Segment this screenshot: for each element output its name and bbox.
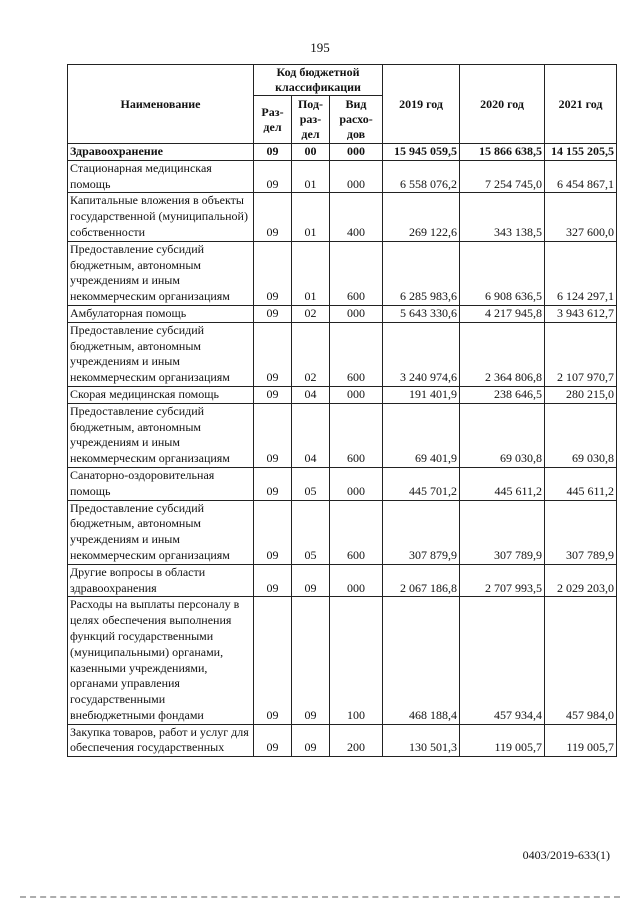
cell-name: Предоставление субсидий бюджетным, автономным учреждениям и иным некоммерческим организациям [68, 500, 254, 564]
cell-podrazdel: 04 [292, 403, 330, 467]
cell-vid-rashodov: 000 [330, 386, 383, 403]
cell-name: Капитальные вложения в объекты государственной (муниципальной) собственности [68, 193, 254, 241]
cell-razdel: 09 [254, 160, 292, 193]
cell-vid-rashodov: 000 [330, 160, 383, 193]
table-body [68, 144, 617, 757]
cell-2021: 3 943 612,7 [545, 305, 617, 322]
cell-name: Стационарная медицинская помощь [68, 160, 254, 193]
page-number: 195 [310, 40, 330, 55]
cell-vid-rashodov: 600 [330, 322, 383, 386]
cell-vid-rashodov: 200 [330, 724, 383, 757]
table-row [68, 597, 617, 724]
table-row [68, 322, 617, 386]
table-row [68, 144, 617, 161]
cell-2020: 2 707 993,5 [460, 564, 545, 597]
cell-2019: 130 501,3 [383, 724, 460, 757]
cell-2020: 457 934,4 [460, 597, 545, 724]
cell-2020: 7 254 745,0 [460, 160, 545, 193]
cell-name: Здравоохранение [68, 144, 254, 161]
cell-razdel: 09 [254, 597, 292, 724]
cell-podrazdel: 09 [292, 597, 330, 724]
table-row [68, 386, 617, 403]
cell-razdel: 09 [254, 241, 292, 305]
cell-2021: 2 107 970,7 [545, 322, 617, 386]
cell-name: Предоставление субсидий бюджетным, автономным учреждениям и иным некоммерческим организациям [68, 322, 254, 386]
cell-2020: 15 866 638,5 [460, 144, 545, 161]
cell-razdel: 09 [254, 403, 292, 467]
cell-podrazdel: 09 [292, 724, 330, 757]
cell-podrazdel: 02 [292, 305, 330, 322]
cell-name: Предоставление субсидий бюджетным, автономным учреждениям и иным некоммерческим организациям [68, 241, 254, 305]
table-row [68, 241, 617, 305]
cell-2021: 457 984,0 [545, 597, 617, 724]
scan-edge-artifact [20, 896, 620, 902]
cell-2019: 2 067 186,8 [383, 564, 460, 597]
cell-2021: 119 005,7 [545, 724, 617, 757]
header-podrazdel: Под- раз- дел [292, 96, 330, 144]
cell-2020: 343 138,5 [460, 193, 545, 241]
cell-podrazdel: 00 [292, 144, 330, 161]
cell-name: Расходы на выплаты персоналу в целях обеспечения выполнения функций государственными (муниципальными) органами, казенными учреждениями, органами управления государственными внебюджетными фондами [68, 597, 254, 724]
cell-2021: 280 215,0 [545, 386, 617, 403]
cell-podrazdel: 04 [292, 386, 330, 403]
cell-podrazdel: 02 [292, 322, 330, 386]
cell-podrazdel: 09 [292, 564, 330, 597]
cell-2021: 6 124 297,1 [545, 241, 617, 305]
table-row [68, 403, 617, 467]
cell-2020: 119 005,7 [460, 724, 545, 757]
cell-2019: 15 945 059,5 [383, 144, 460, 161]
cell-vid-rashodov: 000 [330, 467, 383, 500]
cell-2020: 445 611,2 [460, 467, 545, 500]
cell-2020: 6 908 636,5 [460, 241, 545, 305]
cell-2019: 307 879,9 [383, 500, 460, 564]
cell-2019: 191 401,9 [383, 386, 460, 403]
cell-podrazdel: 05 [292, 500, 330, 564]
cell-2019: 3 240 974,6 [383, 322, 460, 386]
cell-2020: 69 030,8 [460, 403, 545, 467]
header-razdel: Раз- дел [254, 96, 292, 144]
cell-vid-rashodov: 600 [330, 403, 383, 467]
cell-podrazdel: 05 [292, 467, 330, 500]
cell-2021: 307 789,9 [545, 500, 617, 564]
table-row [68, 193, 617, 241]
cell-2021: 14 155 205,5 [545, 144, 617, 161]
cell-2019: 69 401,9 [383, 403, 460, 467]
cell-2021: 327 600,0 [545, 193, 617, 241]
cell-2021: 445 611,2 [545, 467, 617, 500]
cell-razdel: 09 [254, 467, 292, 500]
header-year-2020: 2020 год [460, 65, 545, 144]
cell-2020: 4 217 945,8 [460, 305, 545, 322]
cell-razdel: 09 [254, 144, 292, 161]
cell-vid-rashodov: 600 [330, 241, 383, 305]
cell-razdel: 09 [254, 724, 292, 757]
header-name: Наименование [68, 65, 254, 144]
cell-2019: 468 188,4 [383, 597, 460, 724]
cell-vid-rashodov: 400 [330, 193, 383, 241]
cell-2021: 2 029 203,0 [545, 564, 617, 597]
cell-2020: 2 364 806,8 [460, 322, 545, 386]
table-row [68, 467, 617, 500]
table-row [68, 724, 617, 757]
header-year-2019: 2019 год [383, 65, 460, 144]
cell-razdel: 09 [254, 564, 292, 597]
cell-2019: 5 643 330,6 [383, 305, 460, 322]
cell-vid-rashodov: 000 [330, 564, 383, 597]
table-row [68, 305, 617, 322]
cell-2020: 238 646,5 [460, 386, 545, 403]
cell-razdel: 09 [254, 500, 292, 564]
cell-podrazdel: 01 [292, 160, 330, 193]
cell-razdel: 09 [254, 386, 292, 403]
cell-vid-rashodov: 100 [330, 597, 383, 724]
cell-podrazdel: 01 [292, 193, 330, 241]
cell-name: Амбулаторная помощь [68, 305, 254, 322]
cell-vid-rashodov: 600 [330, 500, 383, 564]
cell-razdel: 09 [254, 305, 292, 322]
cell-2019: 269 122,6 [383, 193, 460, 241]
cell-name: Предоставление субсидий бюджетным, автономным учреждениям и иным некоммерческим организациям [68, 403, 254, 467]
table-row [68, 500, 617, 564]
cell-2021: 6 454 867,1 [545, 160, 617, 193]
cell-name: Санаторно-оздоровительная помощь [68, 467, 254, 500]
cell-podrazdel: 01 [292, 241, 330, 305]
cell-2019: 445 701,2 [383, 467, 460, 500]
cell-name: Скорая медицинская помощь [68, 386, 254, 403]
cell-2021: 69 030,8 [545, 403, 617, 467]
table-row [68, 160, 617, 193]
budget-table [67, 64, 617, 757]
cell-2019: 6 558 076,2 [383, 160, 460, 193]
table-header [68, 65, 617, 144]
cell-name: Другие вопросы в области здравоохранения [68, 564, 254, 597]
cell-razdel: 09 [254, 193, 292, 241]
header-year-2021: 2021 год [545, 65, 617, 144]
cell-2020: 307 789,9 [460, 500, 545, 564]
cell-2019: 6 285 983,6 [383, 241, 460, 305]
cell-name: Закупка товаров, работ и услуг для обеспечения государственных [68, 724, 254, 757]
cell-razdel: 09 [254, 322, 292, 386]
header-code-group: Код бюджетной классификации [254, 65, 383, 96]
header-vid-rashodov: Вид расхо- дов [330, 96, 383, 144]
table-row [68, 564, 617, 597]
document-number: 0403/2019-633(1) [522, 848, 610, 862]
cell-vid-rashodov: 000 [330, 144, 383, 161]
cell-vid-rashodov: 000 [330, 305, 383, 322]
